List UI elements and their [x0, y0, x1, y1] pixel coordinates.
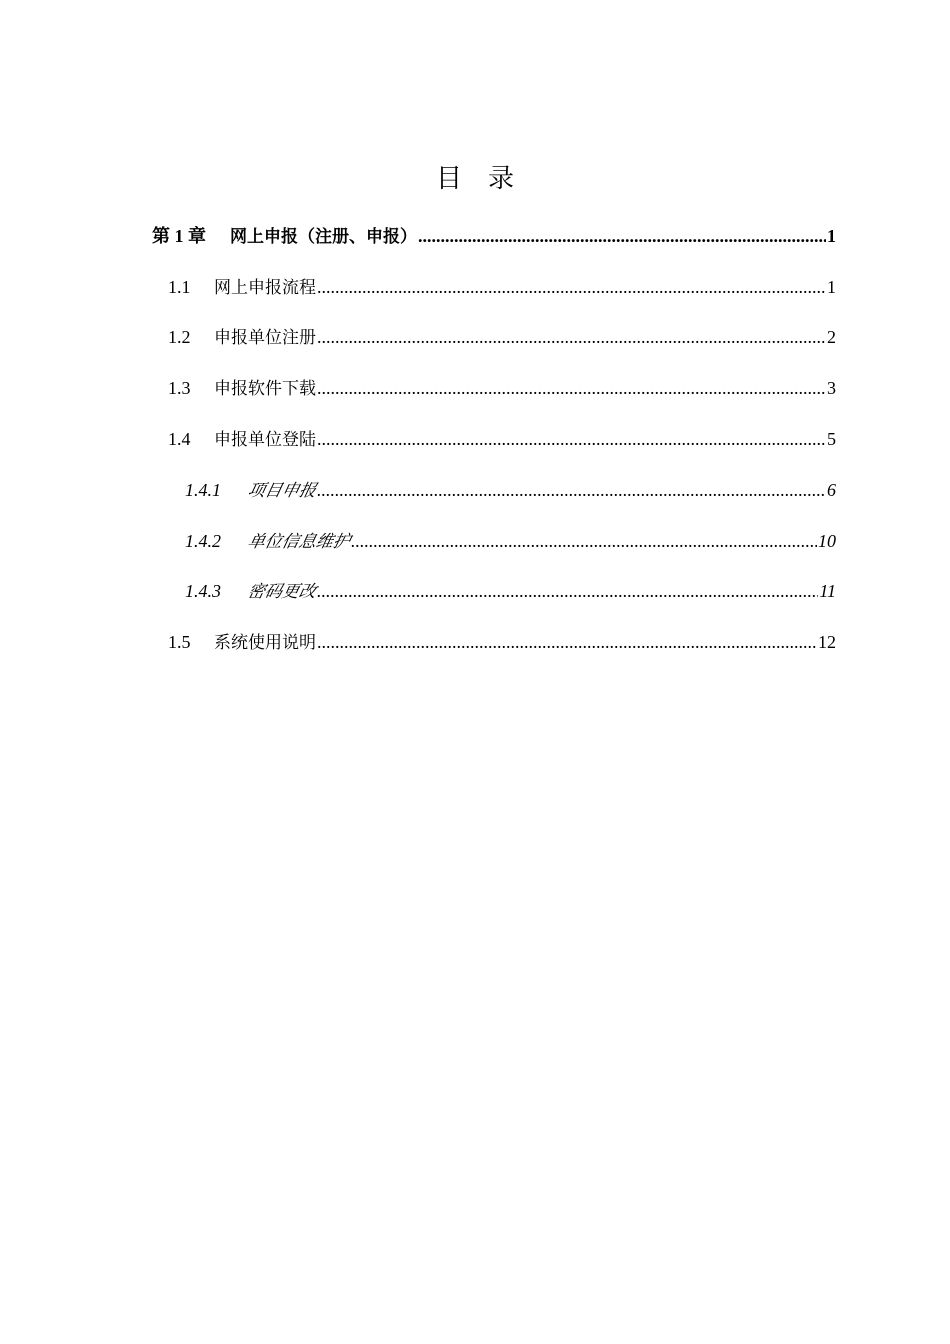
toc-leader-dots: [351, 526, 817, 556]
toc-entry-1-4-3[interactable]: [185, 576, 836, 606]
toc-leader-dots: [317, 424, 826, 454]
toc-entry-1-5[interactable]: [168, 627, 836, 657]
toc-entry-label: 网上申报（注册、申报）: [230, 227, 417, 247]
toc-entry-label: 申报单位登陆: [214, 430, 316, 450]
toc-entry-1-1[interactable]: [168, 272, 836, 302]
toc-title-char-1: 目: [435, 164, 462, 194]
toc-entry-page: 2: [827, 327, 836, 347]
toc-entry-label: 申报单位注册: [214, 328, 316, 348]
toc-leader-dots: [317, 475, 826, 505]
toc-leader-dots: [317, 576, 818, 606]
toc-entry-number: 1.4.2: [185, 531, 221, 551]
toc-entry-number: 1.3: [168, 378, 191, 398]
toc-entry-1-4[interactable]: [168, 424, 836, 454]
toc-entry-number: 1.4: [168, 429, 191, 449]
toc-entry-number: 1.5: [168, 632, 191, 652]
toc-entry-page: 5: [827, 429, 836, 449]
toc-entry-page: 10: [818, 531, 836, 551]
toc-entry-1-4-1[interactable]: [185, 475, 836, 505]
toc-entry-number: 1.2: [168, 327, 191, 347]
toc-entry-page: 1: [827, 277, 836, 297]
toc-leader-dots: [317, 322, 826, 352]
toc-entry-1-3[interactable]: [168, 373, 836, 403]
toc-entry-chapter-1[interactable]: [152, 221, 836, 251]
toc-entry-page: 1: [827, 226, 836, 246]
toc-entry-1-2[interactable]: [168, 322, 836, 352]
toc-entry-label: 密码更改: [245, 582, 319, 602]
toc-title-char-2: 录: [488, 164, 515, 194]
toc-leader-dots: [418, 221, 826, 251]
toc-entry-1-4-2[interactable]: [185, 526, 836, 556]
toc-entry-label: 单位信息维护: [245, 532, 353, 552]
toc-entry-page: 12: [818, 632, 836, 652]
toc-entry-page: 6: [827, 480, 836, 500]
toc-leader-dots: [317, 373, 826, 403]
toc-entry-label: 系统使用说明: [214, 633, 316, 653]
toc-entry-page: 3: [827, 378, 836, 398]
toc-entry-label: 项目申报: [245, 481, 319, 501]
toc-title: [0, 158, 950, 195]
toc-entry-number: 1.1: [168, 277, 191, 297]
toc-entry-number: 第 1 章: [152, 226, 206, 246]
toc-entry-number: 1.4.1: [185, 480, 221, 500]
toc-entry-number: 1.4.3: [185, 581, 221, 601]
toc-leader-dots: [317, 627, 817, 657]
toc-entry-label: 网上申报流程: [214, 278, 316, 298]
toc-leader-dots: [317, 272, 826, 302]
toc-entry-label: 申报软件下载: [214, 379, 316, 399]
toc-entry-page: 11: [819, 581, 836, 601]
